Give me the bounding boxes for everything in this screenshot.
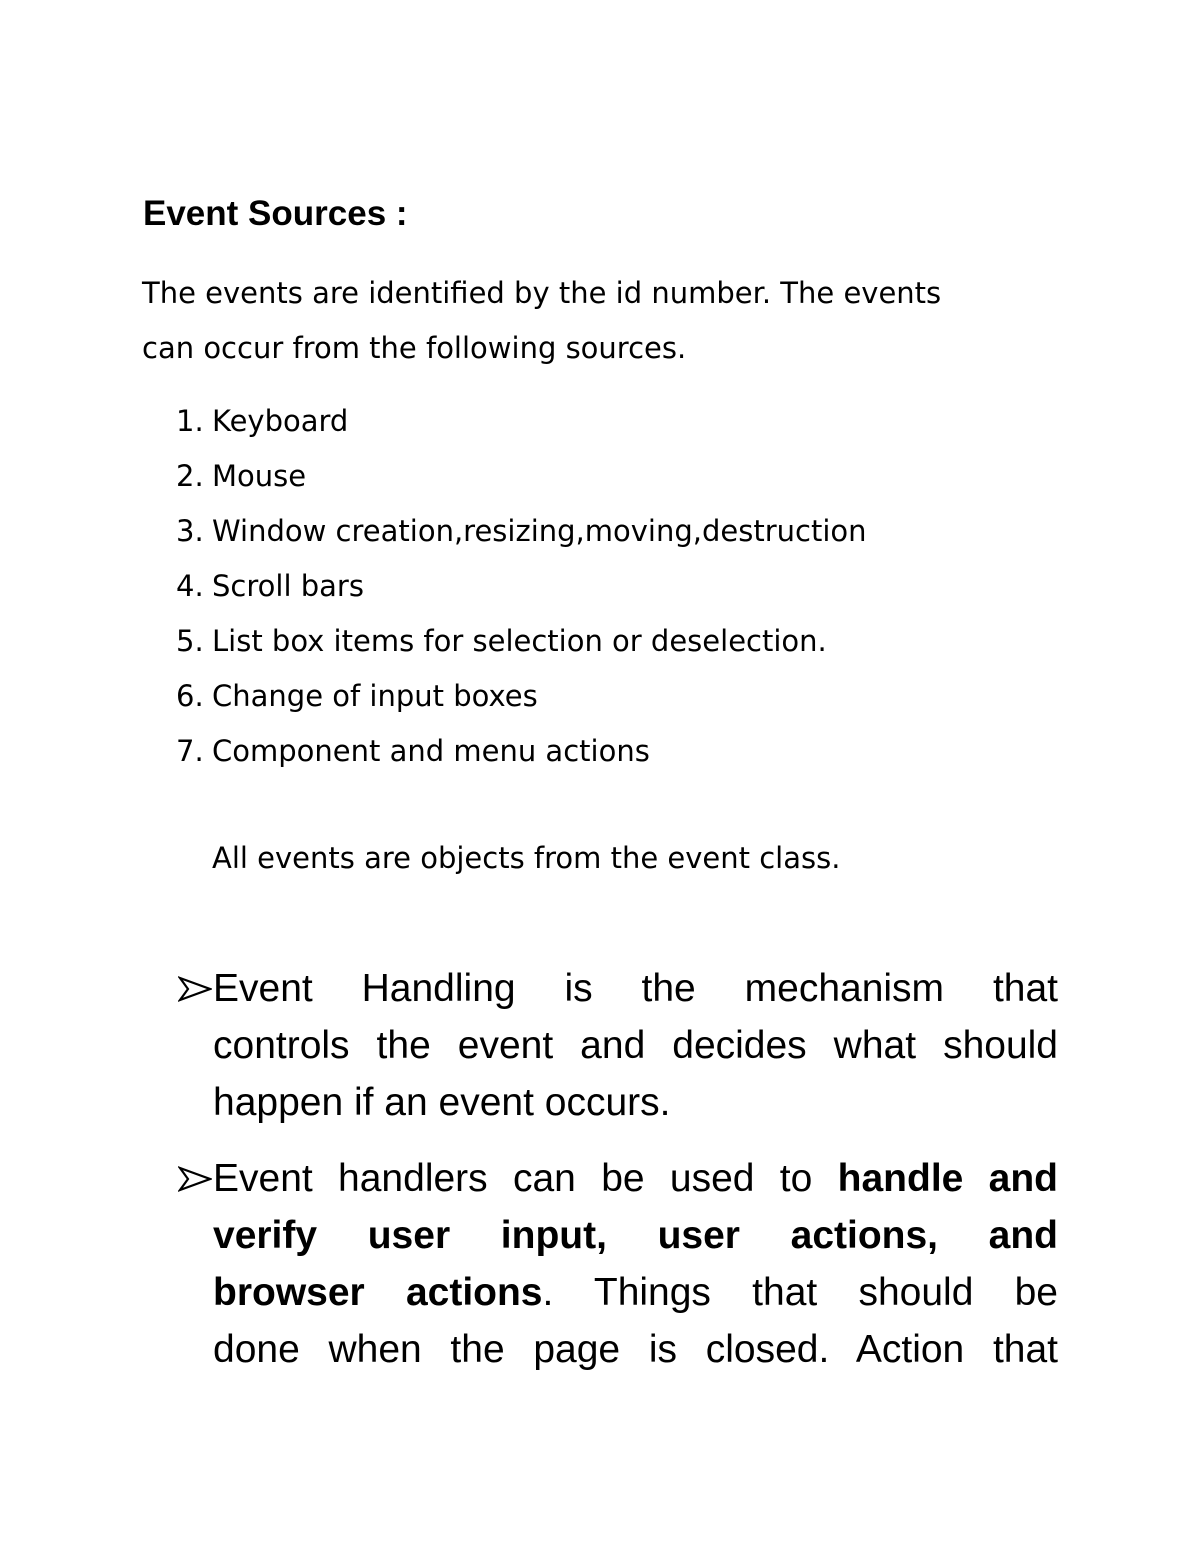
intro-paragraph [142, 266, 1042, 376]
bullet-line: controls the event and decides what should [213, 1024, 1058, 1067]
list-item: 1. Keyboard [176, 404, 349, 438]
bold-text: verify user input, user actions, and [213, 1214, 1058, 1257]
list-item: 4. Scroll bars [176, 569, 364, 603]
bullet-event-handling [176, 960, 1058, 1131]
arrow-bullet-icon [176, 1150, 212, 1207]
bullet-line [213, 1207, 1058, 1264]
bold-text: browser actions [213, 1271, 543, 1314]
bullet-line: done when the page is closed. Action that [213, 1328, 1058, 1371]
list-item: 6. Change of input boxes [176, 679, 538, 713]
bullet-event-handlers [176, 1150, 1058, 1378]
event-sources-list [176, 394, 867, 779]
list-item: 5. List box items for selection or deselection. [176, 624, 827, 658]
bullet-line: browser actions. Things that should be [213, 1271, 1058, 1314]
arrow-bullet-icon [176, 960, 212, 1017]
bold-text: handle and [837, 1157, 1059, 1200]
list-item: 2. Mouse [176, 459, 307, 493]
list-item: 7. Component and menu actions [176, 734, 650, 768]
page-heading: Event Sources : [143, 194, 408, 233]
bullet-line: happen if an event occurs. [213, 1081, 671, 1124]
bullet-line: Event handlers can be used to handle and [213, 1157, 1059, 1200]
list-item: 3. Window creation,resizing,moving,destruction [176, 514, 867, 548]
intro-line: can occur from the following sources. [142, 331, 687, 365]
events-note: All events are objects from the event class. [212, 841, 841, 875]
bullet-line: Event Handling is the mechanism that [213, 967, 1058, 1010]
intro-line: The events are identified by the id number. The events [142, 276, 942, 310]
